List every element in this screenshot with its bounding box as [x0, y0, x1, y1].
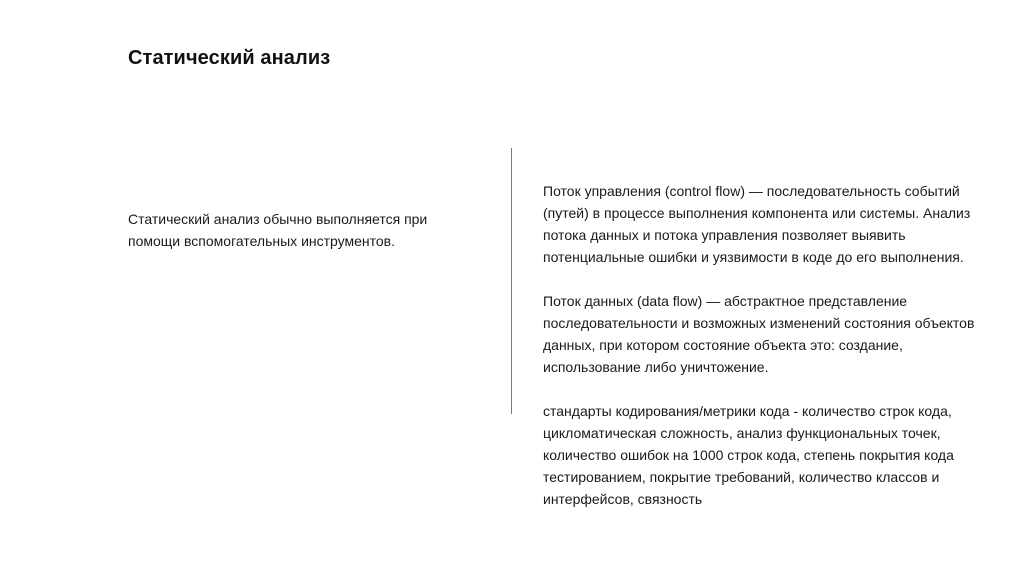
vertical-divider [511, 148, 512, 414]
right-column [543, 180, 983, 510]
slide-title: Статический анализ [128, 47, 331, 69]
paragraph-code-metrics: стандарты кодирования/метрики кода - количество строк кода, цикломатическая сложность, анализ функциональных точек, количество ошибок на 1000 строк кода, степень покрытия кода тестированием, покрытие требований, количество классов и интерфейсов, связность [543, 403, 954, 507]
paragraph-data-flow: Поток данных (data flow) — абстрактное представление последовательности и возможных изменений состояния объектов данных, при котором состояние объекта это: создание, использование либо уничтожение. [543, 293, 975, 375]
paragraph-control-flow: Поток управления (control flow) — последовательность событий (путей) в процессе выполнения компонента или системы. Анализ потока данных и потока управления позволяет выявить потенциальные ошибки и уязвимости в коде до его выполнения. [543, 183, 971, 265]
left-summary-text: Статический анализ обычно выполняется при помощи вспомогательных инструментов. [128, 211, 428, 249]
